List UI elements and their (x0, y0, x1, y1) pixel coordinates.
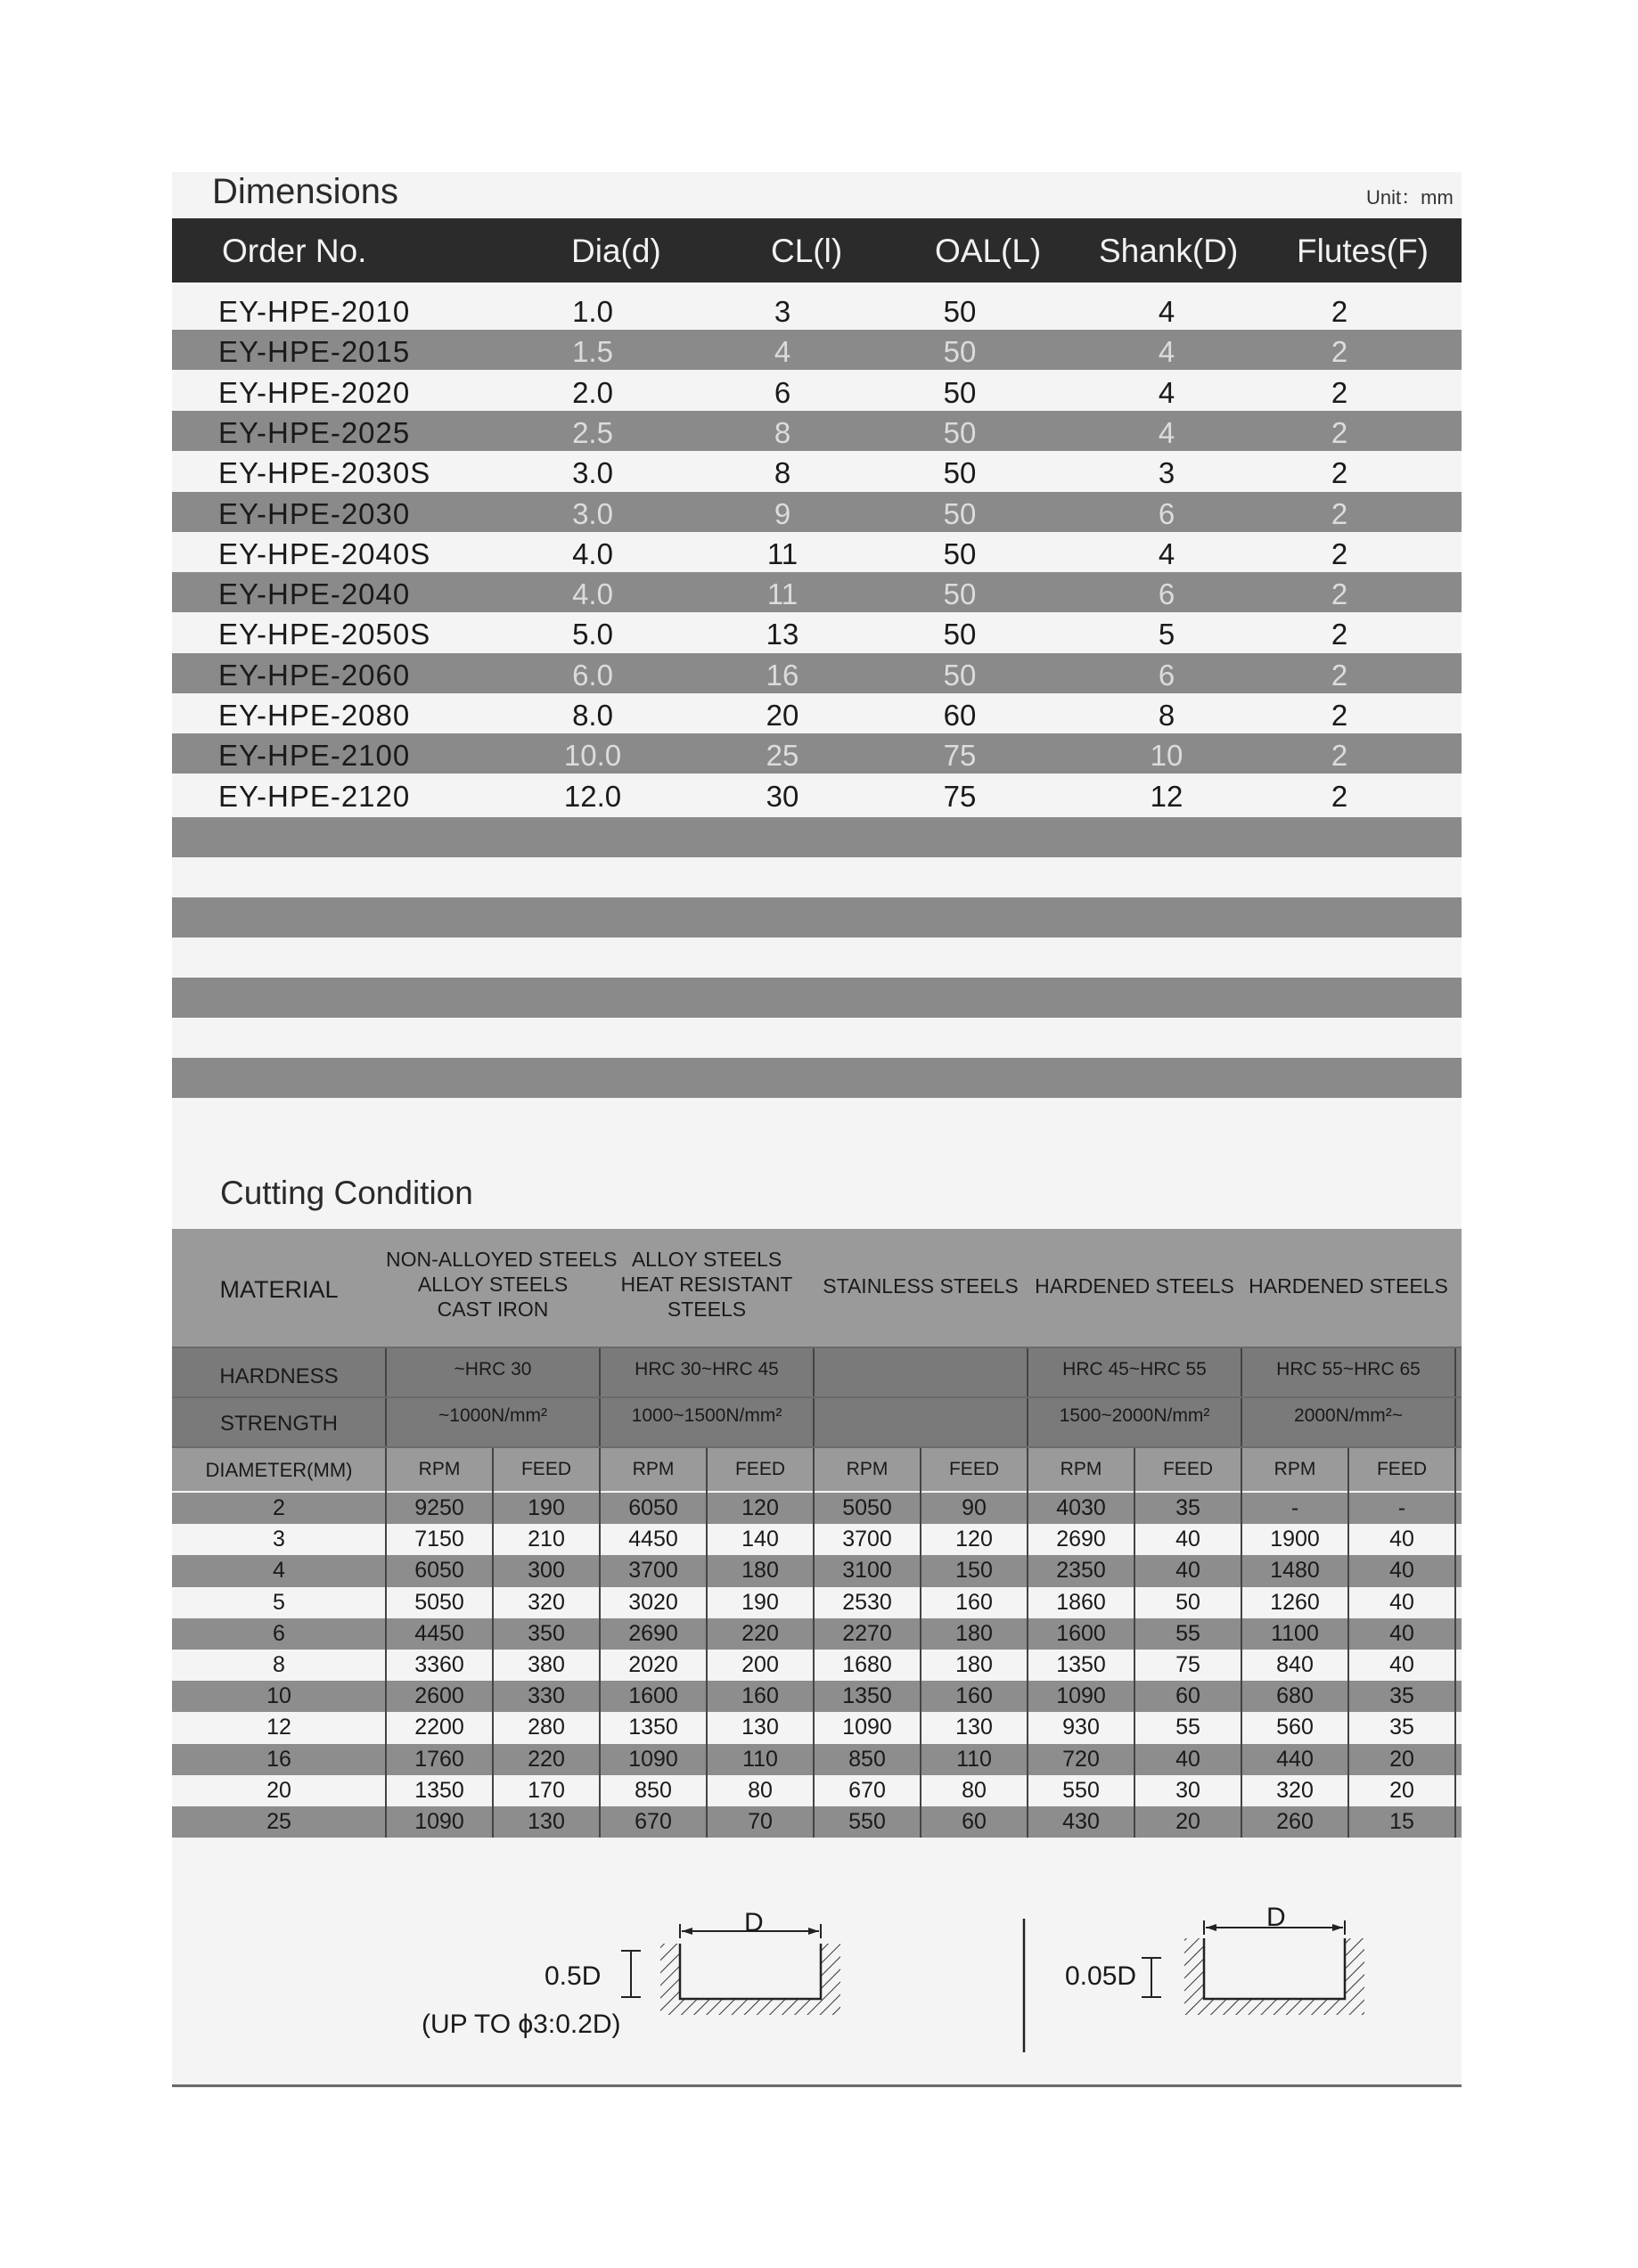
order-no-cell: EY-HPE-2120 (218, 779, 411, 813)
dimension-cell: 2 (1331, 536, 1348, 570)
dimension-cell: 50 (943, 496, 977, 530)
dimension-cell: 3.0 (572, 496, 613, 530)
left-depth-note: (UP TO ϕ3:0.2D) (422, 2010, 621, 2039)
feed-cell: 180 (955, 1620, 993, 1646)
feed-cell: 180 (741, 1558, 779, 1584)
feed-cell: 40 (1389, 1527, 1414, 1552)
dimension-cell: 4 (1158, 536, 1175, 570)
rpm-cell: 670 (635, 1809, 672, 1834)
rpm-cell: 1600 (1056, 1620, 1106, 1646)
material-group-header (814, 1273, 1028, 1298)
dimension-cell: 50 (943, 577, 977, 611)
rpm-cell: 6050 (628, 1495, 678, 1520)
strength-label: STRENGTH (220, 1412, 338, 1436)
empty-row-stripe (172, 1058, 1462, 1098)
hardness-value: HRC 55~HRC 65 (1276, 1359, 1421, 1380)
material-group-header (1028, 1273, 1241, 1298)
feed-cell: 140 (741, 1527, 779, 1552)
material-group-header (1241, 1273, 1455, 1298)
rpm-cell: 4030 (1056, 1495, 1106, 1520)
order-no-cell: EY-HPE-2015 (218, 335, 411, 369)
rpm-cell: 840 (1276, 1652, 1314, 1677)
rpm-cell: 3700 (628, 1558, 678, 1584)
hardness-value: HRC 30~HRC 45 (635, 1359, 779, 1380)
material-name-line: HEAT RESISTANT (620, 1273, 793, 1296)
dimension-cell: 10 (1150, 739, 1183, 773)
dimension-cell: 8 (774, 415, 791, 449)
dimension-cell: 5 (1158, 618, 1175, 651)
page-bottom-rule (172, 2084, 1462, 2087)
header-oal: OAL(L) (935, 233, 1042, 269)
feed-cell: 70 (748, 1809, 773, 1834)
feed-cell: 280 (528, 1715, 565, 1740)
dimension-cell: 4 (1158, 415, 1175, 449)
rpm-cell: 5050 (842, 1495, 892, 1520)
feed-cell: 40 (1389, 1589, 1414, 1615)
slot-diagram-graphics (172, 1919, 1462, 2079)
dimensions-header-row (172, 218, 1462, 282)
feed-cell: 40 (1175, 1746, 1200, 1772)
feed-cell: 55 (1175, 1715, 1200, 1740)
column-divider (813, 1347, 815, 1838)
header-flutes: Flutes(F) (1297, 233, 1429, 269)
header-rule (172, 1347, 1462, 1348)
rpm-cell: 670 (848, 1777, 886, 1803)
dimension-cell: 2 (1331, 618, 1348, 651)
column-divider (1454, 1347, 1456, 1838)
order-no-cell: EY-HPE-2040 (218, 577, 411, 611)
rpm-cell: 1090 (414, 1809, 464, 1834)
rpm-cell: 1600 (628, 1683, 678, 1709)
dimension-cell: 2 (1331, 739, 1348, 773)
feed-cell: 80 (748, 1777, 773, 1803)
material-name-line: ALLOY STEELS (417, 1273, 569, 1296)
table-row (172, 492, 1462, 532)
table-row (172, 411, 1462, 451)
diameter-cell: 6 (273, 1620, 285, 1646)
empty-row-stripe (172, 897, 1462, 937)
feed-cell: 40 (1175, 1558, 1200, 1584)
rpm-cell: 720 (1062, 1746, 1100, 1772)
feed-header: FEED (520, 1459, 571, 1479)
feed-cell: 60 (1175, 1683, 1200, 1709)
hardness-value: ~HRC 30 (454, 1359, 532, 1380)
table-row (172, 371, 1462, 411)
diameter-cell: 12 (266, 1715, 291, 1740)
material-name-line: CAST IRON (437, 1298, 549, 1321)
dimension-cell: 6 (1158, 496, 1175, 530)
unit-label: Unit：mm (1366, 186, 1454, 209)
table-row (172, 1775, 1462, 1806)
dimension-cell: 50 (943, 536, 977, 570)
depth-of-cut-diagrams (172, 1903, 1462, 2079)
rpm-cell: 6050 (414, 1558, 464, 1584)
dimension-cell: 4 (774, 335, 791, 369)
rpm-cell: 320 (1276, 1777, 1314, 1803)
dimension-cell: 2.5 (572, 415, 613, 449)
rpm-cell: 1350 (1056, 1652, 1106, 1677)
rpm-cell: 1350 (842, 1683, 892, 1709)
rpm-cell: 2200 (414, 1715, 464, 1740)
catalog-sheet (172, 172, 1462, 2088)
dimension-cell: 75 (943, 739, 977, 773)
header-shank: Shank(D) (1099, 233, 1239, 269)
cutting-condition-title: Cutting Condition (220, 1175, 473, 1211)
strength-value: 1000~1500N/mm² (631, 1405, 782, 1426)
feed-cell: 120 (741, 1495, 779, 1520)
rpm-cell: 1350 (414, 1777, 464, 1803)
feed-cell: 80 (962, 1777, 987, 1803)
diameter-cell: 25 (266, 1809, 291, 1834)
feed-header: FEED (1376, 1459, 1427, 1479)
order-no-cell: EY-HPE-2030 (218, 496, 411, 530)
diameter-cell: 20 (266, 1777, 291, 1803)
rpm-cell: 2020 (628, 1652, 678, 1677)
table-row (172, 1555, 1462, 1586)
table-row (172, 532, 1462, 572)
feed-cell: 50 (1175, 1589, 1200, 1615)
header-order-no: Order No. (222, 233, 367, 269)
dimension-cell: 6 (1158, 577, 1175, 611)
feed-cell: 300 (528, 1558, 565, 1584)
rpm-header: RPM (632, 1459, 675, 1479)
dimension-cell: 1.0 (572, 295, 613, 328)
dimension-cell: 2 (1331, 658, 1348, 692)
table-row (172, 653, 1462, 693)
rpm-cell: 1900 (1270, 1527, 1320, 1552)
rpm-cell: 440 (1276, 1746, 1314, 1772)
rpm-cell: 1090 (842, 1715, 892, 1740)
dimension-cell: 12 (1150, 779, 1183, 813)
feed-cell: 130 (528, 1809, 565, 1834)
diameter-cell: 10 (266, 1683, 291, 1709)
dimension-cell: 50 (943, 618, 977, 651)
feed-cell: 210 (528, 1527, 565, 1552)
table-row (172, 612, 1462, 652)
feed-cell: 120 (955, 1527, 993, 1552)
dimension-cell: 16 (766, 658, 799, 692)
rpm-feed-divider (1347, 1446, 1349, 1838)
rpm-cell: 1090 (1056, 1683, 1106, 1709)
header-cl: CL(l) (771, 233, 843, 269)
feed-cell: 35 (1389, 1715, 1414, 1740)
feed-cell: 35 (1389, 1683, 1414, 1709)
strength-value: ~1000N/mm² (438, 1405, 547, 1426)
rpm-cell: 1260 (1270, 1589, 1320, 1615)
table-row (172, 693, 1462, 733)
rpm-cell: 550 (1062, 1777, 1100, 1803)
dimension-cell: 6 (774, 375, 791, 409)
feed-cell: 160 (955, 1683, 993, 1709)
cutting-condition-table (172, 1229, 1462, 1838)
dimension-cell: 50 (943, 295, 977, 328)
empty-row-stripe (172, 978, 1462, 1018)
feed-cell: 110 (742, 1746, 778, 1772)
rpm-cell: - (1290, 1495, 1299, 1520)
rpm-cell: 1760 (414, 1746, 464, 1772)
feed-cell: 110 (956, 1746, 992, 1772)
dimension-cell: 12.0 (563, 779, 622, 813)
feed-cell: 35 (1175, 1495, 1200, 1520)
feed-cell: 90 (962, 1495, 987, 1520)
dimension-cell: 2 (1331, 699, 1348, 732)
rpm-cell: 2350 (1056, 1558, 1106, 1584)
column-divider (599, 1347, 601, 1838)
dimension-cell: 2 (1331, 375, 1348, 409)
rpm-cell: 2600 (414, 1683, 464, 1709)
feed-cell: 180 (955, 1652, 993, 1677)
rpm-cell: 680 (1276, 1683, 1314, 1709)
feed-cell: 40 (1389, 1620, 1414, 1646)
feed-cell: 55 (1175, 1620, 1200, 1646)
table-row (172, 1587, 1462, 1618)
rpm-cell: 560 (1276, 1715, 1314, 1740)
dimension-cell: 8 (1158, 699, 1175, 732)
hardness-label: HARDNESS (219, 1364, 339, 1388)
dimension-cell: 1.5 (572, 335, 613, 369)
dimension-cell: 2 (1331, 415, 1348, 449)
rpm-cell: 430 (1062, 1809, 1100, 1834)
feed-header: FEED (1162, 1459, 1213, 1479)
rpm-feed-divider (492, 1446, 494, 1838)
dimension-cell: 20 (766, 699, 799, 732)
rpm-feed-divider (920, 1446, 921, 1838)
feed-cell: 40 (1389, 1652, 1414, 1677)
rpm-header: RPM (1274, 1459, 1316, 1479)
table-row (172, 1806, 1462, 1838)
order-no-cell: EY-HPE-2020 (218, 375, 411, 409)
rpm-cell: 5050 (414, 1589, 464, 1615)
rpm-cell: 2690 (1056, 1527, 1106, 1552)
feed-cell: 150 (955, 1558, 993, 1584)
diameter-cell: 4 (273, 1558, 285, 1584)
table-row (172, 1681, 1462, 1712)
rpm-cell: 2270 (842, 1620, 892, 1646)
table-row (172, 733, 1462, 774)
feed-cell: 200 (741, 1652, 779, 1677)
diameter-label: DIAMETER(MM) (205, 1459, 353, 1481)
rpm-cell: 1090 (628, 1746, 678, 1772)
feed-cell: 170 (528, 1777, 565, 1803)
feed-cell: 160 (955, 1589, 993, 1615)
feed-cell: 320 (528, 1589, 565, 1615)
hardness-value: HRC 45~HRC 55 (1062, 1359, 1207, 1380)
dimension-cell: 50 (943, 375, 977, 409)
feed-cell: 30 (1175, 1777, 1200, 1803)
dimension-cell: 4 (1158, 335, 1175, 369)
column-divider (1027, 1347, 1028, 1838)
material-name-line: STAINLESS STEELS (823, 1274, 1019, 1298)
table-row (172, 290, 1462, 330)
dimension-cell: 2 (1331, 295, 1348, 328)
header-dia: Dia(d) (571, 233, 661, 269)
material-name-line: HARDENED STEELS (1035, 1274, 1234, 1298)
material-name-line: ALLOY STEELS (631, 1248, 782, 1271)
table-row (172, 1744, 1462, 1775)
dimension-cell: 6.0 (572, 658, 613, 692)
material-label: MATERIAL (219, 1276, 339, 1303)
rpm-cell: 3100 (842, 1558, 892, 1584)
dimension-cell: 4.0 (572, 536, 613, 570)
dimension-cell: 2 (1331, 577, 1348, 611)
table-row (172, 1493, 1462, 1524)
feed-cell: 220 (741, 1620, 779, 1646)
rpm-cell: 930 (1062, 1715, 1100, 1740)
dimension-cell: 13 (766, 618, 799, 651)
diameter-cell: 8 (273, 1652, 285, 1677)
dimension-cell: 11 (766, 536, 799, 570)
dimension-cell: 4 (1158, 295, 1175, 328)
rpm-header: RPM (846, 1459, 889, 1479)
rpm-cell: 850 (848, 1746, 886, 1772)
feed-cell: 15 (1389, 1809, 1414, 1834)
rpm-cell: 2690 (628, 1620, 678, 1646)
dimension-cell: 6 (1158, 658, 1175, 692)
order-no-cell: EY-HPE-2025 (218, 415, 411, 449)
right-slot-drawing (1142, 1920, 1364, 2015)
dimensions-title: Dimensions (212, 172, 398, 211)
dimension-cell: 8.0 (572, 699, 613, 732)
dimension-cell: 60 (943, 699, 977, 732)
rpm-feed-divider (706, 1446, 708, 1838)
order-no-cell: EY-HPE-2040S (218, 536, 431, 570)
dimension-cell: 10.0 (563, 739, 622, 773)
feed-cell: 190 (528, 1495, 565, 1520)
dimension-cell: 75 (943, 779, 977, 813)
table-row (172, 451, 1462, 491)
feed-header: FEED (948, 1459, 999, 1479)
order-no-cell: EY-HPE-2080 (218, 699, 411, 732)
rpm-cell: 7150 (414, 1527, 464, 1552)
diameter-cell: 5 (273, 1589, 285, 1615)
feed-cell: 130 (741, 1715, 779, 1740)
feed-cell: 40 (1175, 1527, 1200, 1552)
material-name-line: STEELS (667, 1298, 747, 1321)
right-width-label: D (1266, 1903, 1286, 1932)
dimension-cell: 50 (943, 456, 977, 490)
dimension-cell: 11 (766, 577, 799, 611)
material-name-line: HARDENED STEELS (1249, 1274, 1448, 1298)
dimension-cell: 8 (774, 456, 791, 490)
feed-cell: 20 (1389, 1746, 1414, 1772)
dimension-cell: 2 (1331, 496, 1348, 530)
feed-cell: 350 (528, 1620, 565, 1646)
dimension-cell: 50 (943, 415, 977, 449)
rpm-cell: 260 (1276, 1809, 1314, 1834)
rpm-cell: 3700 (842, 1527, 892, 1552)
diameter-cell: 3 (273, 1527, 285, 1552)
left-slot-drawing (621, 1924, 840, 2015)
rpm-header: RPM (1060, 1459, 1102, 1479)
dimension-cell: 25 (766, 739, 799, 773)
rpm-cell: 850 (635, 1777, 672, 1803)
table-row (172, 1524, 1462, 1555)
rpm-cell: 1100 (1271, 1620, 1319, 1646)
dimension-cell: 9 (774, 496, 791, 530)
feed-cell: 40 (1389, 1558, 1414, 1584)
dimension-cell: 2 (1331, 456, 1348, 490)
order-no-cell: EY-HPE-2050S (218, 618, 431, 651)
rpm-header: RPM (418, 1459, 461, 1479)
dimension-cell: 4.0 (572, 577, 613, 611)
rpm-cell: 4450 (628, 1527, 678, 1552)
feed-header: FEED (734, 1459, 785, 1479)
left-depth-label: 0.5D (545, 1961, 602, 1991)
feed-cell: 75 (1175, 1652, 1200, 1677)
dimension-cell: 30 (766, 779, 799, 813)
rpm-cell: 1680 (842, 1652, 892, 1677)
rpm-feed-divider (1134, 1446, 1135, 1838)
rpm-cell: 3360 (414, 1652, 464, 1677)
dimension-cell: 3 (774, 295, 791, 328)
feed-cell: 380 (528, 1652, 565, 1677)
order-no-cell: EY-HPE-2010 (218, 295, 411, 328)
diameter-cell: 2 (273, 1495, 285, 1520)
rpm-cell: 1860 (1056, 1589, 1106, 1615)
table-row (172, 572, 1462, 612)
strength-value: 1500~2000N/mm² (1059, 1405, 1210, 1426)
material-group-header (386, 1247, 618, 1322)
dimension-cell: 5.0 (572, 618, 613, 651)
feed-cell: 20 (1175, 1809, 1200, 1834)
header-rule (172, 1396, 1462, 1398)
feed-cell: 330 (528, 1683, 565, 1709)
order-no-cell: EY-HPE-2060 (218, 658, 411, 692)
dimension-cell: 2 (1331, 335, 1348, 369)
column-divider (1241, 1347, 1242, 1838)
dimension-cell: 50 (943, 335, 977, 369)
header-rule (172, 1446, 1462, 1448)
dimension-cell: 3 (1158, 456, 1175, 490)
diameter-cell: 16 (266, 1746, 291, 1772)
order-no-cell: EY-HPE-2100 (218, 739, 411, 773)
dimension-cell: 50 (943, 658, 977, 692)
table-row (172, 1712, 1462, 1743)
feed-cell: - (1397, 1495, 1406, 1520)
empty-row-stripe (172, 817, 1462, 857)
feed-cell: 190 (741, 1589, 779, 1615)
order-no-cell: EY-HPE-2030S (218, 456, 431, 490)
dimension-cell: 2 (1331, 779, 1348, 813)
table-row (172, 330, 1462, 370)
rpm-cell: 550 (848, 1809, 886, 1834)
feed-cell: 130 (955, 1715, 993, 1740)
dimension-cell: 3.0 (572, 456, 613, 490)
feed-cell: 220 (528, 1746, 565, 1772)
rpm-cell: 4450 (414, 1620, 464, 1646)
table-row (172, 1650, 1462, 1681)
left-width-label: D (744, 1908, 764, 1937)
rpm-cell: 1480 (1270, 1558, 1320, 1584)
column-divider (385, 1347, 387, 1838)
right-depth-label: 0.05D (1065, 1961, 1137, 1991)
material-group-header (600, 1247, 814, 1322)
rpm-cell: 1350 (628, 1715, 678, 1740)
feed-cell: 160 (741, 1683, 779, 1709)
strength-value: 2000N/mm²~ (1294, 1405, 1403, 1426)
rpm-cell: 9250 (414, 1495, 464, 1520)
material-name-line: NON-ALLOYED STEELS (386, 1248, 618, 1271)
rpm-cell: 2530 (842, 1589, 892, 1615)
feed-cell: 20 (1389, 1777, 1414, 1803)
table-row (172, 1618, 1462, 1650)
table-row (172, 774, 1462, 815)
dimension-cell: 2.0 (572, 375, 613, 409)
feed-cell: 60 (962, 1809, 987, 1834)
rpm-cell: 3020 (628, 1589, 678, 1615)
dimension-cell: 4 (1158, 375, 1175, 409)
